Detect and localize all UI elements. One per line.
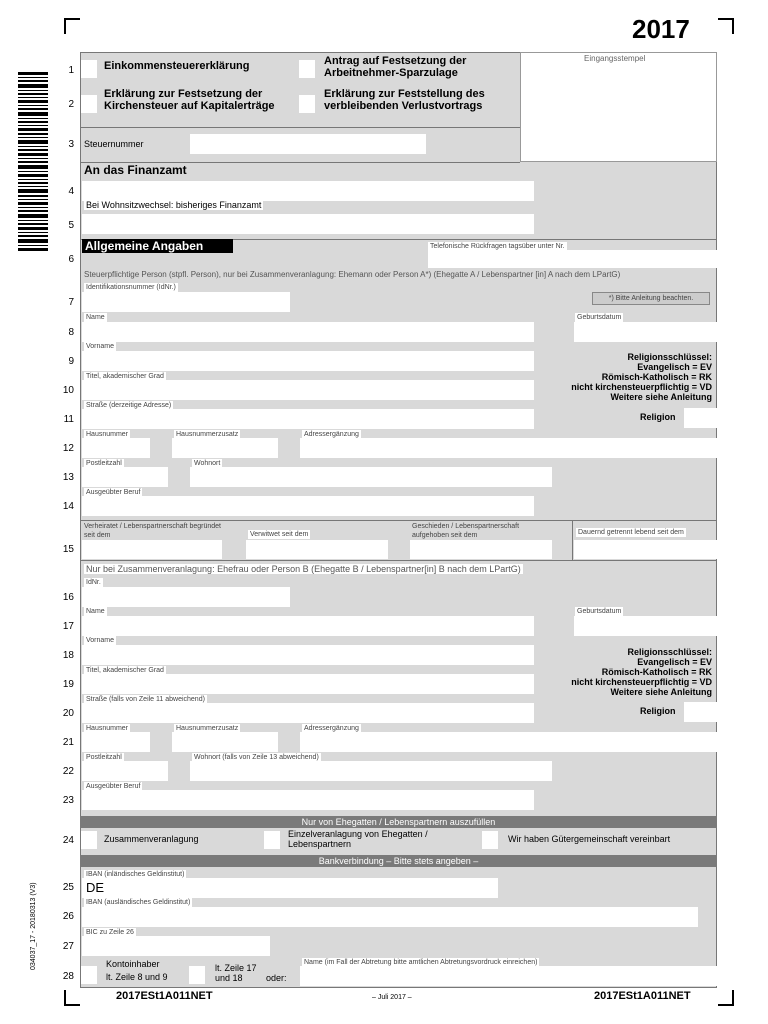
adressergaenzung-b-input[interactable] <box>300 732 717 752</box>
wohnsitzwechsel-label: Bei Wohnsitzwechsel: bisheriges Finanzamt <box>86 200 262 210</box>
hausnummer-b-label: Hausnummer <box>86 725 129 732</box>
dauernd-getrennt-label: Dauernd getrennt lebend seit dem <box>578 529 684 536</box>
titel-a-label: Titel, akademischer Grad <box>86 373 164 380</box>
verlustvortrag-checkbox[interactable] <box>299 95 315 113</box>
postleitzahl-a-label: Postleitzahl <box>86 460 122 467</box>
section-divider <box>80 520 717 521</box>
form-year: 2017 <box>632 14 690 44</box>
geburtsdatum-a-label: Geburtsdatum <box>577 314 622 321</box>
sparzulage-label: Antrag auf Festsetzung der Arbeitnehmer-Sparzulage <box>324 55 467 79</box>
verlustvortrag-label: Erklärung zur Feststellung des verbleibenden Verlustvortrags <box>324 88 485 112</box>
steuernummer-label: Steuernummer <box>84 139 144 149</box>
titel-b-input[interactable] <box>82 674 534 694</box>
geschieden-input[interactable] <box>410 540 552 559</box>
idnr-a-input[interactable] <box>82 292 290 312</box>
wohnort-b-input[interactable] <box>190 761 552 781</box>
adressergaenzung-a-input[interactable] <box>300 438 717 458</box>
iban-inland-input[interactable] <box>82 878 498 898</box>
name-b-label: Name <box>86 608 105 615</box>
kontoinhaber-a-checkbox[interactable] <box>81 966 97 984</box>
row-number: 17 <box>62 621 74 632</box>
row-number: 3 <box>68 139 74 150</box>
hausnummer-a-label: Hausnummer <box>86 431 129 438</box>
religion-key-line: Weitere siehe Anleitung <box>610 687 712 697</box>
row-number: 27 <box>62 941 74 952</box>
vorname-b-label: Vorname <box>86 637 115 644</box>
geburtsdatum-a-input[interactable] <box>574 322 717 342</box>
kontoinhaber-zeile-label: lt. Zeile 8 und 9 <box>106 972 168 982</box>
einzelveranlagung-label: Einzelveranlagung von Ehegatten / Lebenspartnern <box>288 829 428 849</box>
geschieden-label: Geschieden / Lebenspartnerschaft aufgehoben seit dem <box>412 523 520 539</box>
einkommensteuer-checkbox[interactable] <box>81 60 97 78</box>
vorname-a-input[interactable] <box>82 351 534 371</box>
titel-a-input[interactable] <box>82 380 534 400</box>
iban-country-value: DE <box>86 880 105 895</box>
corner-mark-top-left <box>64 18 80 34</box>
corner-mark-bottom-left <box>64 990 80 1006</box>
verheiratet-label: Verheiratet / Lebenspartnerschaft begründet seit dem <box>84 523 221 539</box>
beruf-a-label: Ausgeübter Beruf <box>86 489 141 496</box>
row-number: 20 <box>62 708 74 719</box>
religionsschluessel-a <box>540 352 712 402</box>
religion-b-input[interactable] <box>684 702 717 722</box>
titel-b-label: Titel, akademischer Grad <box>86 667 164 674</box>
bic-label: BIC zu Zeile 26 <box>86 929 134 936</box>
beruf-a-input[interactable] <box>82 496 534 516</box>
header-divider <box>80 127 520 128</box>
row-number: 5 <box>68 220 74 231</box>
corner-mark-top-right <box>718 18 734 34</box>
name-a-label: Name <box>86 314 105 321</box>
form-side-code: 034037_17 - 20180313 (V3) <box>30 882 37 970</box>
religion-a-input[interactable] <box>684 408 717 428</box>
iban-inland-label: IBAN (inländisches Geldinstitut) <box>86 871 185 878</box>
section-divider <box>80 560 717 561</box>
form-date: – Juli 2017 – <box>372 994 412 1001</box>
row-number: 25 <box>62 882 74 893</box>
row-number: 26 <box>62 911 74 922</box>
kontoinhaber-b-checkbox[interactable] <box>189 966 205 984</box>
row-number: 7 <box>68 297 74 308</box>
row-number: 6 <box>68 254 74 265</box>
hausnummerzusatz-a-input[interactable] <box>172 438 278 458</box>
person-b-title: Nur bei Zusammenveranlagung: Ehefrau oder Person B (Ehegatte B / Lebenspartner[in] B nach dem LPartG) <box>86 564 521 574</box>
form-code-left: 2017ESt1A011NET <box>116 990 213 1002</box>
row-number: 1 <box>68 65 74 76</box>
einzelveranlagung-checkbox[interactable] <box>264 831 280 849</box>
row-number: 22 <box>62 766 74 777</box>
person-a-title: Steuerpflichtige Person (stpfl. Person), nur bei Zusammenveranlagung: Ehemann oder Person A*) (Ehegatte A / Lebenspartner [in] A nach dem LPartG) <box>84 270 621 279</box>
strasse-b-input[interactable] <box>82 703 534 723</box>
row-number: 8 <box>68 327 74 338</box>
row-number: 13 <box>62 472 74 483</box>
einkommensteuer-label: Einkommensteuererklärung <box>104 60 250 72</box>
wohnort-a-input[interactable] <box>190 467 552 487</box>
row-number: 21 <box>62 737 74 748</box>
religion-b-label: Religion <box>640 706 676 716</box>
religion-key-line: Weitere siehe Anleitung <box>610 392 712 402</box>
kontoinhaber-label: Kontoinhaber <box>106 959 160 969</box>
adressergaenzung-b-label: Adressergänzung <box>304 725 359 732</box>
row-number: 9 <box>68 356 74 367</box>
row-number: 24 <box>62 835 74 846</box>
idnr-b-label: IdNr. <box>86 579 101 586</box>
row-number: 28 <box>62 971 74 982</box>
vorname-a-label: Vorname <box>86 343 115 350</box>
form-code-right: 2017ESt1A011NET <box>594 990 691 1002</box>
religion-key-line: Römisch-Katholisch = RK <box>601 667 712 677</box>
religion-key-line: Evangelisch = EV <box>637 657 712 667</box>
postleitzahl-b-label: Postleitzahl <box>86 754 122 761</box>
religion-a-label: Religion <box>640 412 676 422</box>
zusammenveranlagung-label: Zusammenveranlagung <box>104 834 199 844</box>
hausnummerzusatz-b-input[interactable] <box>172 732 278 752</box>
religion-key-line: Evangelisch = EV <box>637 362 712 372</box>
dauernd-getrennt-input[interactable] <box>574 540 717 559</box>
religion-key-line: Religionsschlüssel: <box>627 647 712 657</box>
adressergaenzung-a-label: Adressergänzung <box>304 431 359 438</box>
geburtsdatum-b-label: Geburtsdatum <box>577 608 622 615</box>
iban-ausland-input[interactable] <box>82 907 698 927</box>
anleitung-note: *) Bitte Anleitung beachten. <box>592 292 710 305</box>
name-a-input[interactable] <box>82 322 534 342</box>
bisheriges-finanzamt-input[interactable] <box>82 214 534 234</box>
wohnort-a-label: Wohnort <box>194 460 221 467</box>
strasse-b-label: Straße (falls von Zeile 11 abweichend) <box>86 696 205 703</box>
eingangsstempel-label: Eingangsstempel <box>584 54 646 63</box>
row-number: 16 <box>62 592 74 603</box>
geburtsdatum-b-input[interactable] <box>574 616 717 636</box>
hausnummerzusatz-a-label: Hausnummerzusatz <box>176 431 239 438</box>
kontoinhaber-name-label: Name (im Fall der Abtretung bitte amtlichen Abtretungsvordruck einreichen) <box>304 959 538 966</box>
verwitwet-input[interactable] <box>246 540 388 559</box>
telefon-input[interactable] <box>428 250 717 268</box>
ehegatten-banner: Nur von Ehegatten / Lebenspartnern auszufüllen <box>80 816 717 828</box>
corner-mark-bottom-right <box>718 990 734 1006</box>
religion-key-line: nicht kirchensteuerpflichtig = VD <box>571 382 712 392</box>
hausnummer-a-input[interactable] <box>82 438 150 458</box>
row-number: 23 <box>62 795 74 806</box>
row-number: 10 <box>62 385 74 396</box>
barcode <box>18 72 48 254</box>
hausnummerzusatz-b-label: Hausnummerzusatz <box>176 725 239 732</box>
kirchensteuer-label: Erklärung zur Festsetzung der Kirchensteuer auf Kapitalerträge <box>104 88 275 112</box>
religion-key-line: nicht kirchensteuerpflichtig = VD <box>571 677 712 687</box>
kontoinhaber-oder-label: oder: <box>266 973 287 983</box>
verwitwet-label: Verwitwet seit dem <box>250 531 309 538</box>
name-b-input[interactable] <box>82 616 534 636</box>
row-number: 15 <box>62 544 74 555</box>
bank-banner: Bankverbindung – Bitte stets angeben – <box>80 855 717 867</box>
postleitzahl-a-input[interactable] <box>82 467 168 487</box>
hausnummer-b-input[interactable] <box>82 732 150 752</box>
religionsschluessel-b <box>540 647 712 697</box>
religion-key-line: Religionsschlüssel: <box>627 352 712 362</box>
row-number: 2 <box>68 99 74 110</box>
row-number: 18 <box>62 650 74 661</box>
postleitzahl-b-input[interactable] <box>82 761 168 781</box>
steuernummer-input[interactable] <box>190 134 426 154</box>
row-number: 12 <box>62 443 74 454</box>
finanzamt-heading: An das Finanzamt <box>84 163 187 177</box>
sparzulage-checkbox[interactable] <box>299 60 315 78</box>
row-number: 14 <box>62 501 74 512</box>
kirchensteuer-checkbox[interactable] <box>81 95 97 113</box>
column-divider <box>572 520 573 560</box>
telefon-label: Telefonische Rückfragen tagsüber unter Nr. <box>430 243 565 250</box>
finanzamt-input[interactable] <box>82 181 534 201</box>
beruf-b-label: Ausgeübter Beruf <box>86 783 141 790</box>
verheiratet-input[interactable] <box>82 540 222 559</box>
row-number: 11 <box>63 414 74 425</box>
idnr-a-label: Identifikationsnummer (IdNr.) <box>86 284 176 291</box>
beruf-b-input[interactable] <box>82 790 534 810</box>
row-number: 4 <box>68 186 74 197</box>
zusammenveranlagung-checkbox[interactable] <box>81 831 97 849</box>
guetergemeinschaft-label: Wir haben Gütergemeinschaft vereinbart <box>508 834 671 844</box>
iban-ausland-label: IBAN (ausländisches Geldinstitut) <box>86 899 191 906</box>
kontoinhaber-b-zeile-label: lt. Zeile 17 und 18 <box>215 963 257 983</box>
allgemeine-angaben-title: Allgemeine Angaben <box>82 239 233 253</box>
guetergemeinschaft-checkbox[interactable] <box>482 831 498 849</box>
idnr-b-input[interactable] <box>82 587 290 607</box>
eingangsstempel-box <box>520 52 717 162</box>
kontoinhaber-name-input[interactable] <box>300 966 717 986</box>
strasse-a-input[interactable] <box>82 409 534 429</box>
strasse-a-label: Straße (derzeitige Adresse) <box>86 402 172 409</box>
bic-input[interactable] <box>82 936 270 956</box>
row-number: 19 <box>62 679 74 690</box>
wohnort-b-label: Wohnort (falls von Zeile 13 abweichend) <box>194 754 319 761</box>
vorname-b-input[interactable] <box>82 645 534 665</box>
religion-key-line: Römisch-Katholisch = RK <box>601 372 712 382</box>
